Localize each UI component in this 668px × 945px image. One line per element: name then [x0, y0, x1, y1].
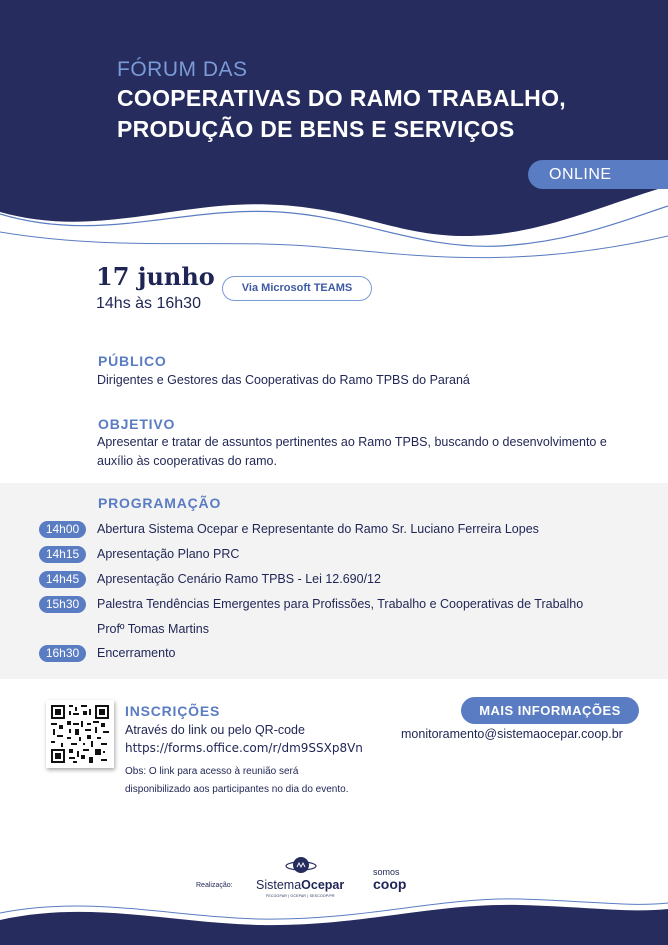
schedule-time-badge: 15h30 — [39, 596, 86, 613]
schedule-item — [0, 596, 668, 614]
ocepar-logo-text — [256, 878, 344, 892]
date-time-block — [96, 262, 215, 313]
objetivo-text-line-2: auxílio às cooperativas do ramo. — [97, 454, 277, 468]
schedule-time-badge: 14h15 — [39, 546, 86, 563]
schedule-item-text: Apresentação Plano PRC — [97, 547, 240, 561]
schedule-item-text: Apresentação Cenário Ramo TPBS - Lei 12.690/12 — [97, 572, 381, 586]
qr-code-icon — [51, 705, 109, 763]
schedule-item — [0, 571, 668, 589]
inscricoes-note-line-2: disponibilizado aos participantes no dia do evento. — [125, 784, 349, 795]
mais-informacoes-badge: MAIS INFORMAÇÕES — [461, 697, 639, 724]
header-title-line-1: COOPERATIVAS DO RAMO TRABALHO, — [117, 85, 566, 111]
ocepar-logo-sistema: Sistema — [256, 878, 302, 892]
schedule-item-text: Abertura Sistema Ocepar e Representante do Ramo Sr. Luciano Ferreira Lopes — [97, 522, 539, 536]
contact-email[interactable]: monitoramento@sistemaocepar.coop.br — [401, 727, 623, 741]
schedule-speaker: Profº Tomas Martins — [97, 622, 210, 636]
inscricoes-note-line-1: Obs: O link para acesso à reunião será — [125, 766, 299, 777]
header-kicker: FÓRUM DAS — [117, 58, 248, 81]
schedule-item — [0, 521, 668, 539]
schedule-item-text: Palestra Tendências Emergentes para Profissões, Trabalho e Cooperativas de Trabalho — [97, 597, 584, 611]
schedule-time-badge: 14h45 — [39, 571, 86, 588]
objetivo-heading: OBJETIVO — [98, 416, 176, 432]
inscricoes-instruction: Através do link ou pelo QR-code — [125, 723, 305, 737]
event-date: 17 junho — [96, 262, 215, 291]
schedule-time-badge: 14h00 — [39, 521, 86, 538]
ocepar-logo-subtitle: FECOOPAR | OCEPAR | SESCOOP/PR — [266, 894, 335, 898]
realizacao-label: Realização: — [196, 882, 233, 889]
schedule-time-badge: 16h30 — [39, 645, 86, 662]
somos-coop-logo-coop: coop — [373, 876, 407, 892]
header-title-block — [117, 58, 566, 145]
objetivo-text-line-1: Apresentar e tratar de assuntos pertinentes ao Ramo TPBS, buscando o desenvolvimento e — [97, 435, 607, 449]
publico-text: Dirigentes e Gestores das Cooperativas do Ramo TPBS do Paraná — [97, 373, 470, 387]
publico-heading: PÚBLICO — [98, 353, 167, 369]
schedule-item — [0, 645, 668, 663]
inscricoes-note — [125, 763, 385, 799]
schedule-item — [0, 546, 668, 564]
header-title-line-2: PRODUÇÃO DE BENS E SERVIÇOS — [117, 116, 515, 142]
platform-badge: Via Microsoft TEAMS — [222, 276, 372, 301]
schedule-item-text: Encerramento — [97, 646, 176, 660]
programacao-heading: PROGRAMAÇÃO — [98, 495, 222, 511]
event-time: 14hs às 16h30 — [96, 295, 201, 312]
online-badge: ONLINE — [528, 160, 668, 189]
inscricoes-heading: INSCRIÇÕES — [125, 703, 221, 719]
schedule-item-continued — [0, 621, 668, 639]
registration-link[interactable]: https://forms.office.com/r/dm9SSXp8Vn — [125, 741, 363, 755]
ocepar-logo-ocepar: Ocepar — [301, 878, 345, 892]
qr-code[interactable] — [46, 700, 114, 768]
somos-coop-logo-somos: somos — [373, 867, 400, 877]
